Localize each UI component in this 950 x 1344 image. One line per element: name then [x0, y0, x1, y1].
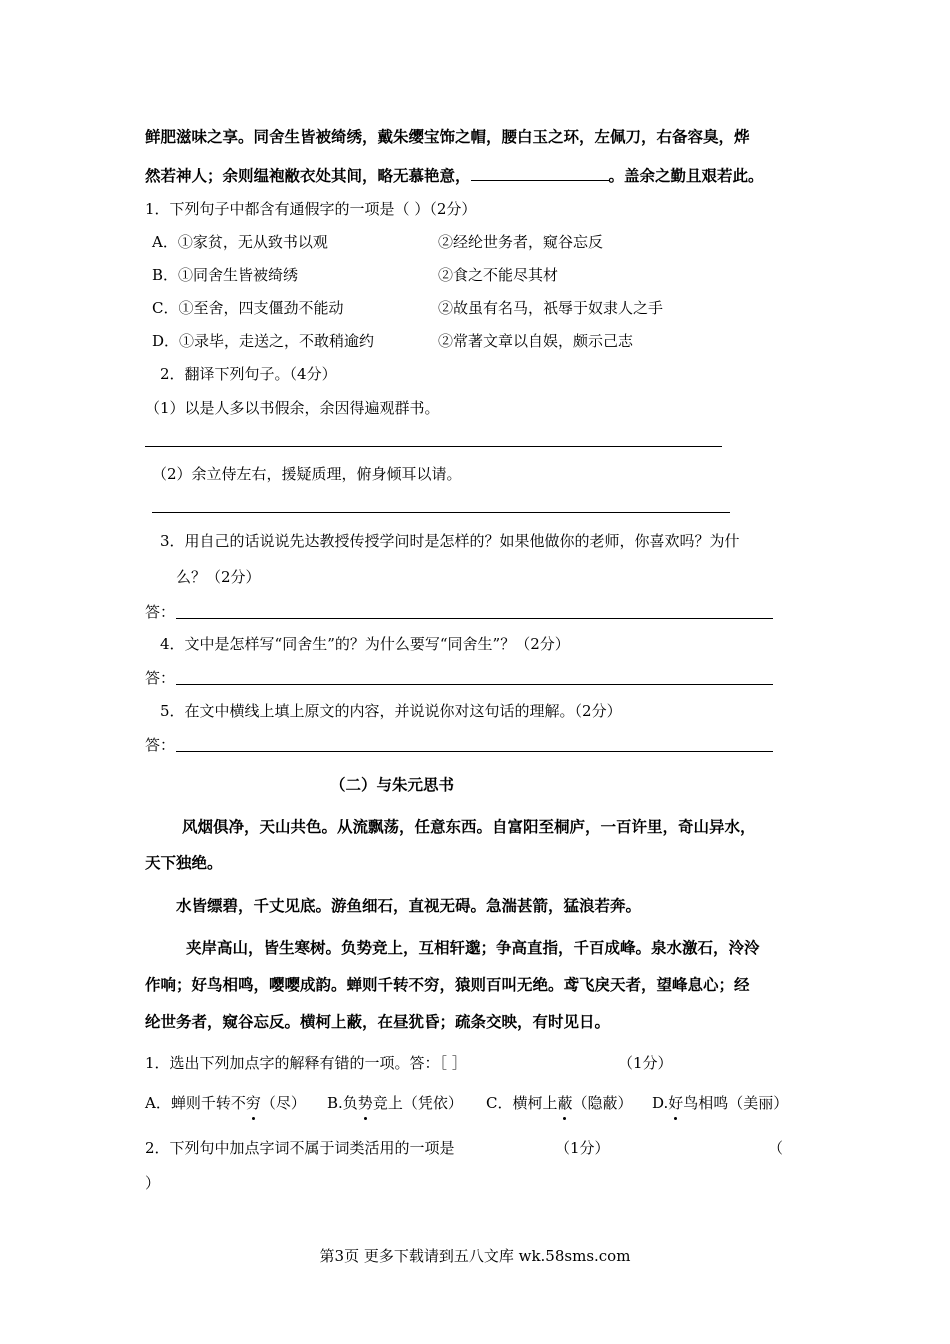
- passage-line-2-after: 。盖余之勤且艰若此。: [608, 167, 764, 185]
- p2-q2-paren-open: （: [768, 1139, 784, 1157]
- q1-option-d-1: D．①录毕，走送之，不敢稍逾约: [152, 332, 375, 350]
- p2-q1-stem: 1．选出下列加点字的解释有错的一项。答：［ ］: [145, 1054, 467, 1072]
- passage-line-1: 鲜肥滋味之享。同舍生皆被绮绣，戴朱缨宝饰之帽，腰白玉之环，左佩刀，右备容臭，烨: [145, 128, 750, 146]
- opt-a-pre: A．蝉则千转不: [145, 1094, 246, 1112]
- para1-line-2: 天下独绝。: [145, 854, 223, 872]
- q1-option-c-1: C．①至舍，四支僵劲不能动: [152, 299, 344, 317]
- q3-stem-line-2: 么？（2分）: [176, 568, 261, 586]
- opt-d-pre: D.: [652, 1094, 669, 1112]
- p2-q1-score: （1分）: [618, 1054, 673, 1072]
- answer-line-q2-2[interactable]: [152, 512, 730, 513]
- answer-line-q4[interactable]: [176, 684, 773, 685]
- q1-option-b-1: B．①同舍生皆被绮绣: [152, 266, 299, 284]
- q2-sentence-1: （1）以是人多以书假余，余因得遍观群书。: [145, 399, 440, 417]
- page-footer: 第3页 更多下载请到五八文库 wk.58sms.com: [319, 1247, 631, 1265]
- para1-line-1: 风烟俱净，天山共色。从流飘荡，任意东西。自富阳至桐庐，一百许里，奇山异水，: [182, 818, 756, 836]
- q2-sentence-2: （2）余立侍左右，援疑质理，俯身倾耳以请。: [152, 465, 462, 483]
- section-title: （二）与朱元思书: [330, 776, 455, 794]
- p2-q2-score: （1分）: [555, 1139, 610, 1157]
- opt-b-dotted-char: 势: [357, 1094, 373, 1112]
- q4-answer-label: 答：: [145, 669, 176, 687]
- opt-d-dotted-char: 好: [668, 1094, 684, 1112]
- para2: 水皆缥碧，千丈见底。游鱼细石，直视无碍。急湍甚箭，猛浪若奔。: [176, 897, 642, 915]
- opt-b-post: 竞上（凭依）: [372, 1094, 463, 1112]
- opt-d-post: 鸟相鸣（美丽）: [683, 1094, 789, 1112]
- q1-option-c-2: ②故虽有名马，祇辱于奴隶人之手: [438, 299, 664, 317]
- opt-a-dotted-char: 穷: [245, 1094, 261, 1112]
- q3-answer-label: 答：: [145, 603, 176, 621]
- answer-line-q2-1[interactable]: [145, 446, 722, 447]
- answer-line-q5[interactable]: [176, 751, 773, 752]
- q1-option-b-2: ②食之不能尽其材: [438, 266, 559, 284]
- fill-blank[interactable]: [471, 164, 609, 181]
- p2-q1-option-d: [652, 1093, 788, 1113]
- passage-line-2-before: 然若神人；余则缊袍敝衣处其间，略无慕艳意，: [145, 167, 471, 185]
- opt-b-pre: B.负: [327, 1094, 358, 1112]
- q5-stem: 5．在文中横线上填上原文的内容，并说说你对这句话的理解。（2分）: [160, 702, 622, 720]
- p2-q2-paren-close: ）: [145, 1174, 161, 1192]
- q4-stem: 4．文中是怎样写“同舍生”的？为什么要写“同舍生”？（2分）: [160, 635, 570, 653]
- opt-c-dotted-char: 蔽: [557, 1094, 573, 1112]
- answer-line-q3[interactable]: [176, 618, 773, 619]
- q5-answer-label: 答：: [145, 736, 176, 754]
- passage-line-2: [145, 164, 764, 186]
- p2-q1-option-b: [327, 1093, 463, 1113]
- para3-line-2: 作响；好鸟相鸣，嘤嘤成韵。蝉则千转不穷，猿则百叫无绝。鸢飞戾天者，望峰息心；经: [145, 976, 750, 994]
- para3-line-3: 纶世务者，窥谷忘反。横柯上蔽，在昼犹昏；疏条交映，有时见日。: [145, 1013, 611, 1031]
- p2-q2-stem: 2．下列句中加点字词不属于词类活用的一项是: [145, 1139, 455, 1157]
- opt-c-post: （隐蔽）: [572, 1094, 633, 1112]
- q1-option-a-1: A．①家贫，无从致书以观: [152, 233, 328, 251]
- opt-c-pre: C．横柯上: [486, 1094, 558, 1112]
- p2-q1-option-a: [145, 1093, 306, 1113]
- q2-stem: 2．翻译下列句子。（4分）: [160, 365, 337, 383]
- q3-stem-line-1: 3．用自己的话说说先达教授传授学问时是怎样的？如果他做你的老师，你喜欢吗？为什: [160, 532, 740, 550]
- q1-option-d-2: ②常著文章以自娱，颇示己志: [438, 332, 634, 350]
- para3-line-1: 夹岸高山，皆生寒树。负势竞上，互相轩邈；争高直指，千百成峰。泉水激石，泠泠: [186, 939, 760, 957]
- opt-a-post: （尽）: [260, 1094, 306, 1112]
- q1-stem: 1．下列句子中都含有通假字的一项是（ ）（2分）: [145, 200, 477, 218]
- q1-option-a-2: ②经纶世务者，窥谷忘反: [438, 233, 604, 251]
- p2-q1-option-c: [486, 1093, 633, 1113]
